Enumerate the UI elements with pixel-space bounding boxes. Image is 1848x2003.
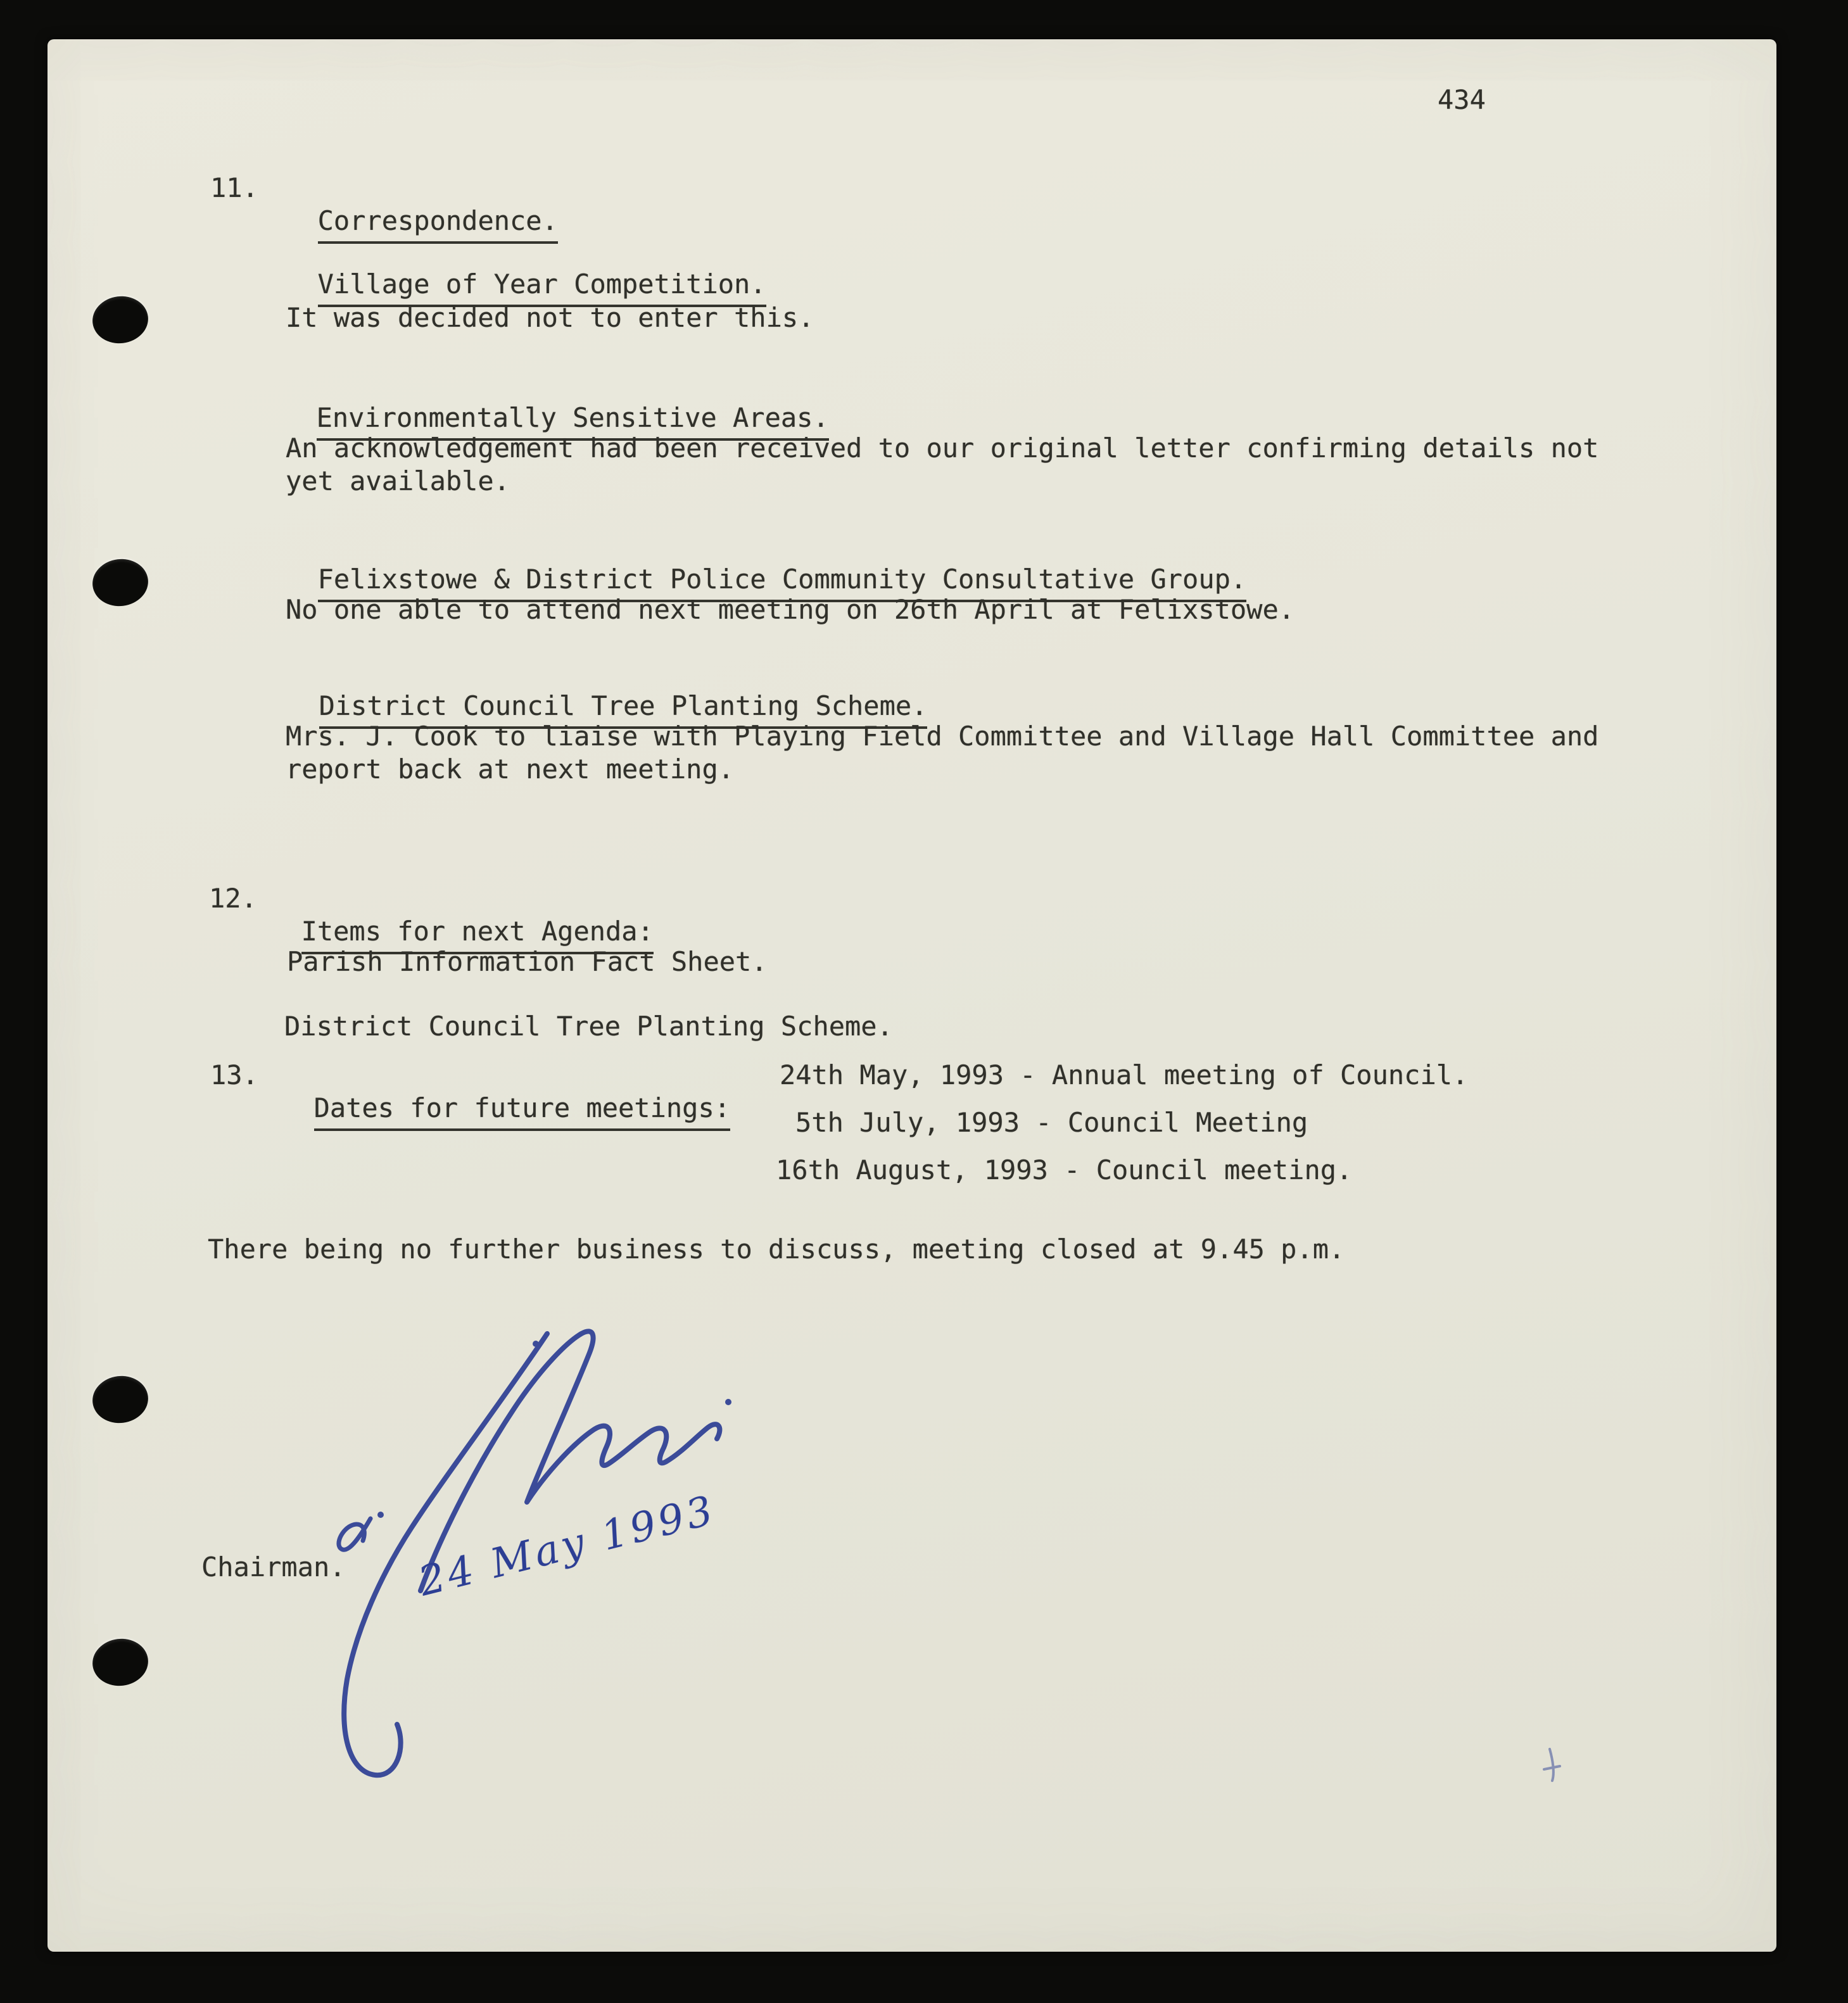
item-13-heading: Dates for future meetings: <box>282 1059 730 1131</box>
item-13-number: 13. <box>210 1059 258 1090</box>
agenda-entry-parish-fact-sheet: Parish Information Fact Sheet. <box>287 946 768 977</box>
signature-date: 24 May 1993 <box>414 1486 721 1606</box>
punch-hole <box>90 1373 151 1426</box>
subheading-tree-planting-scheme: District Council Tree Planting Scheme. <box>287 657 927 729</box>
subheading-environmentally-sensitive: Environmentally Sensitive Areas. <box>284 369 829 441</box>
chairman-label: Chairman. <box>201 1551 346 1583</box>
punch-hole <box>90 293 151 346</box>
subheading-felixstowe-police-group: Felixstowe & District Police Community Consultative Group. <box>286 530 1246 602</box>
item-11-heading: Correspondence. <box>286 172 558 244</box>
subheading-village-of-year: Village of Year Competition. <box>286 235 766 307</box>
punch-hole <box>90 556 151 609</box>
item-11-number: 11. <box>210 172 258 203</box>
closing-line: There being no further business to discuss, meeting closed at 9.45 p.m. <box>208 1234 1345 1265</box>
agenda-entry-tree-planting: District Council Tree Planting Scheme. <box>284 1011 893 1042</box>
body-felixstowe-police-group: No one able to attend next meeting on 26th April at Felixstowe. <box>286 594 1295 625</box>
meeting-date-annual: 24th May, 1993 - Annual meeting of Council. <box>780 1059 1469 1090</box>
meeting-date-july: 5th July, 1993 - Council Meeting <box>795 1107 1308 1138</box>
item-12-heading: Items for next Agenda: <box>269 882 654 954</box>
body-village-of-year: It was decided not to enter this. <box>286 302 814 333</box>
item-12-number: 12. <box>209 883 257 914</box>
page-number: 434 <box>1438 84 1486 115</box>
meeting-date-august: 16th August, 1993 - Council meeting. <box>776 1154 1353 1185</box>
body-environmentally-sensitive: An acknowledgement had been received to our original letter confirming details not yet available. <box>286 433 1599 496</box>
body-tree-planting-scheme: Mrs. J. Cook to liaise with Playing Field Committee and Village Hall Committee and report back at next meeting. <box>286 721 1599 785</box>
punch-hole <box>90 1636 151 1689</box>
